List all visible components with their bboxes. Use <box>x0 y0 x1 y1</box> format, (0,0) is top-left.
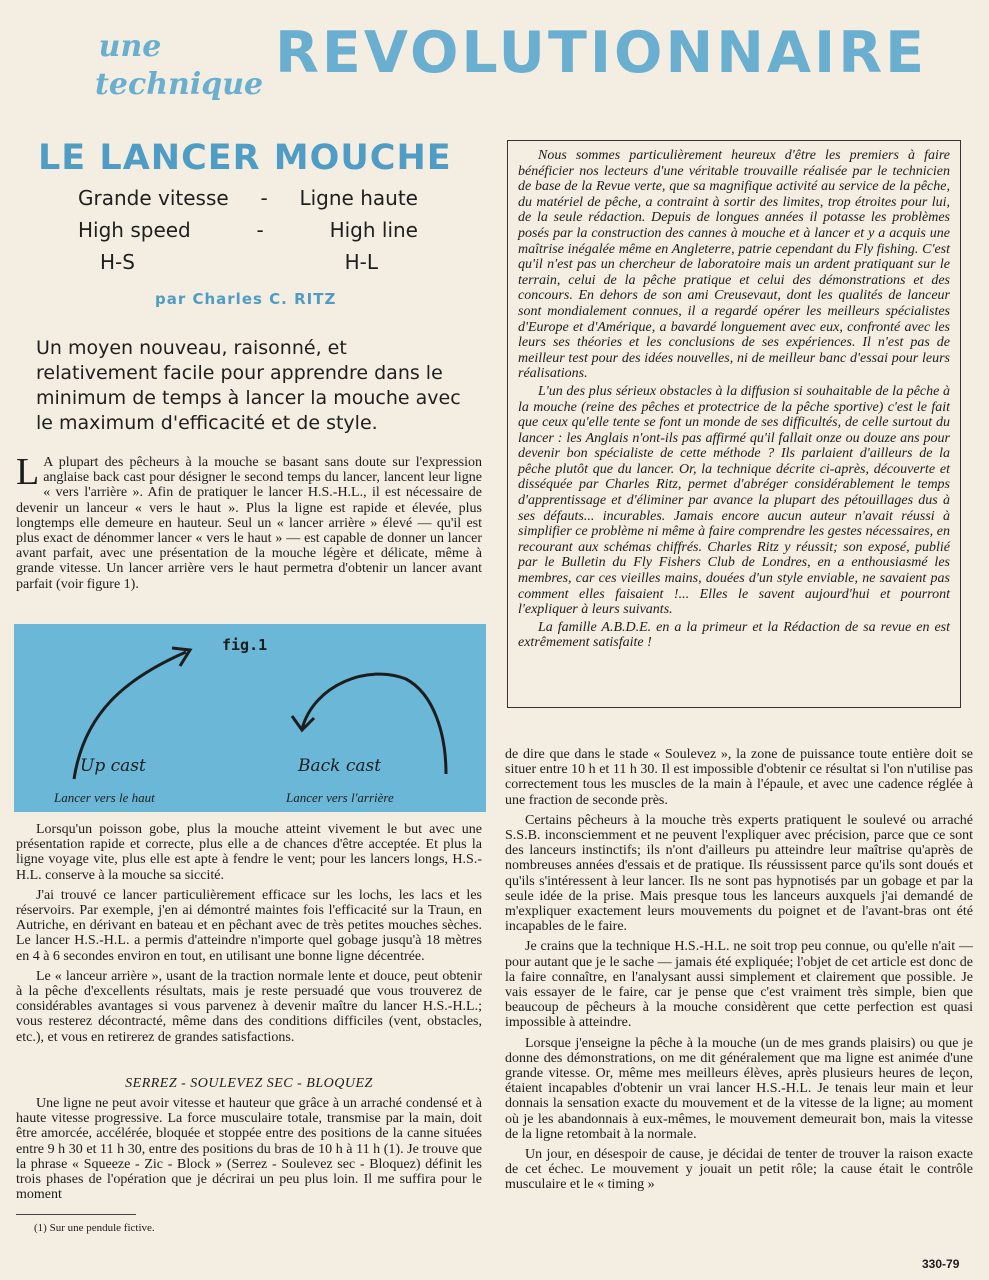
left-paragraph: Le « lanceur arrière », usant de la traction normale lente et douce, peut obtenir à la pêche d'excellents résultats, mais je reste persuadé que vous trouverez de considérables avantages si vous parvenez à devenir maître du lancer H.S.-H.L.; vous resterez décontracté, même dans des conditions difficiles (vent, obstacles, etc.), et vous en retirerez de grandes satisfactions. <box>16 968 482 1045</box>
footnote: (1) Sur une pendule fictive. <box>34 1222 155 1234</box>
byline: par Charles C. RITZ <box>155 290 337 308</box>
up-cast-caption: Lancer vers le haut <box>54 790 155 805</box>
main-title: REVOLUTIONNAIRE <box>275 20 928 86</box>
box-paragraph: Nous sommes particulièrement heureux d'être les premiers à faire bénéficier nos lecteurs d'une véritable trouvaille réalisée par le technicien de base de la Revue verte, que sa magnifique activité au service de la pêche, du matériel de pêche, a contraint à sortir des limites, trop étroites pour lui, de la seule rédaction. Depuis de longues années il potasse les problèmes posés par la construction des cannes à mouche et à lancer et y a acquis une maîtrise inégalée même en Angleterre, patrie cependant du Fly fishing. C'est qu'il n'est pas un chercheur de laboratoire mais un ardent pratiquant sur le terrain, celui de la pêche pratique et celui des démonstrations et des concours. En dehors de son ami Creusevaut, dont les qualités de lanceur sont mondialement connues, il a regardé opérer les meilleurs spécialistes d'Europe et d'Amérique, a bavardé longuement avec eux, confronté avec les leurs ses théories et les conclusions de ses expériences. Il n'est pas de meilleur test pour des idées nouvelles, ni de meilleur banc d'essai pour leurs réalisations. <box>518 148 950 382</box>
up-cast-label: Up cast <box>80 756 146 776</box>
left-paragraph: J'ai trouvé ce lancer particulièrement efficace sur les lochs, les lacs et les réservoirs. Par exemple, j'en ai démontré maintes fois l'efficacité sur la Traun, en Autriche, en dérivant en bateau et en pêchant avec de très petites mouches sèches. Le lancer H.S.-H.L. a permis d'atteindre n'importe quel gobage jusqu'à 18 mètres en 4 à 6 secondes environ en tout, en utilisant une bonne ligne décentrée. <box>16 887 482 964</box>
spec-left: H-S <box>100 250 135 274</box>
intro-paragraph <box>16 451 482 597</box>
right-column-body <box>505 747 973 1257</box>
spec-right: Ligne haute <box>299 186 418 210</box>
figure-1 <box>14 624 486 812</box>
spec-sep: - <box>256 218 264 242</box>
kicker-une: une <box>98 29 162 64</box>
spec-row-1 <box>78 182 418 214</box>
left-column-body <box>16 822 482 1050</box>
editorial-box <box>507 140 961 708</box>
spec-left: Grande vitesse <box>78 186 229 210</box>
spec-row-3 <box>78 246 418 278</box>
footnote-rule <box>16 1214 136 1215</box>
right-paragraph: Certains pêcheurs à la mouche très experts pratiquent le soulevé ou arraché S.S.B. inconsciemment et ne peuvent l'expliquer avec précision, parce que ce sont des lanceurs instinctifs; ils n'ont d'ailleurs pu atteindre leur maîtrise qu'après de nombreuses années d'essais et de pratique. Ils réussissent parce qu'ils sont doués et qu'ils s'intéressent à leur lancer. Ils ne sont pas hypnotisés par un gobage et par la seule idée de la prise. Mais presque tous les lanceurs auxquels j'ai demandé de m'expliquer exactement leurs mouvements du poignet et de l'avant-bras ont été incapables de le faire. <box>505 812 973 935</box>
right-paragraph: Je crains que la technique H.S.-H.L. ne soit trop peu connue, ou qu'elle n'ait — pour autant que je le sache — jamais été expliquée; l'objet de cet article est donc de la faire connaître, en l'analysant aussi simplement et clairement que possible. Je vais essayer de le faire, car je pense que c'est vraiment très simple, bien que beaucoup de pêcheurs à la mouche considèrent que cette perfection est quasi impossible à atteindre. <box>505 939 973 1031</box>
back-cast-label: Back cast <box>298 756 382 776</box>
back-cast-caption: Lancer vers l'arrière <box>286 790 394 805</box>
right-paragraph: de dire que dans le stade « Soulevez », la zone de puissance toute entière doit se situer entre 10 h et 11 h 30. Il est impossible d'obtenir ce résultat si l'on n'utilise pas correctement tous les muscles de la main à l'épaule, et avec une cadence réglée à une fraction de seconde près. <box>505 747 973 808</box>
section-body <box>16 1096 482 1207</box>
spec-left: High speed <box>78 218 191 242</box>
box-paragraph: La famille A.B.D.E. en a la primeur et la Rédaction de sa revue en est extrêmement satisfaite ! <box>518 619 950 651</box>
figure-label: fig.1 <box>222 636 268 654</box>
right-paragraph: Un jour, en désespoir de cause, je décidai de tenter de trouver la raison exacte de cet échec. Le mouvement y jouait un petit rôle; la cause était le contrôle musculaire et le « timing » <box>505 1147 973 1193</box>
section-heading: SERREZ - SOULEVEZ SEC - BLOQUEZ <box>125 1076 373 1091</box>
spec-right: High line <box>329 218 418 242</box>
section-paragraph: Une ligne ne peut avoir vitesse et hauteur que grâce à un arraché condensé et à haute vitesse progressive. La force musculaire totale, transmise par la main, doit être amorcée, accélérée, bloquée et stoppée entre des positions de la canne situées entre 9 h 30 et 11 h 30, entre des positions du bras de 10 h à 11 h (1). Je trouve que la phrase « Squeeze - Zic - Block » (Serrez - Soulevez sec - Bloquez) définit les trois phases de l'opération que je décrirai un peu plus loin. Il me suffira pour le moment <box>16 1096 482 1203</box>
spec-row-2 <box>78 214 418 246</box>
right-paragraph: Lorsque j'enseigne la pêche à la mouche (un de mes grands plaisirs) ou que je donne des démonstrations, on me dit généralement que ma ligne est animée d'une grande vitesse. Or, même mes meilleurs élèves, après plusieurs heures de leçon, étaient incapables d'obtenir un vrai lancer H.S.-H.L. Je tenais leur main et leur donnais la sensation exacte du mouvement et de la vitesse de la ligne; au moment où je les abandonnais à eux-mêmes, le mouvement demeurait bon, mais la vitesse de la ligne retombait à la normale. <box>505 1035 973 1142</box>
box-paragraph: L'un des plus sérieux obstacles à la diffusion si souhaitable de la pêche à la mouche (reine des pêches et protectrice de la pêche sportive) c'est le fait que ceux qu'elle tente se font un monde de ses difficultés, de celle surtout du lancer : les Anglais n'ont-ils pas affirmé qu'il fallait onze ou douze ans pour devenir bon spécialiste de cette méthode ? Ils parlaient d'ailleurs de la pêche plutôt que du lancer. Or, la technique décrite ci-après, découverte et disséquée par Charles Ritz, permet d'abréger considérablement le temps d'apprentissage et d'éliminer par avance la plupart des pétouillages dus à ses défauts... incurables. Jamais encore aucun auteur n'avait réussi à simplifier ce problème ni même à faire comprendre les gestes nécessaires, en recourant aux schémas chiffrés. Charles Ritz y réussit; son exposé, publié par le Bulletin du Fly Fishers Club de Londres, en a enthousiasmé les membres, car ces vieilles mains, douées d'un style enviable, ne savaient pas comment elles faisaient !... Elles le savent aujourd'hui et pourront l'expliquer à leurs suivants. <box>518 383 950 618</box>
spec-right: H-L <box>344 250 378 274</box>
dropcap: L <box>16 451 40 493</box>
page-number: 330-79 <box>922 1257 960 1271</box>
subtitle: LE LANCER MOUCHE <box>38 138 452 178</box>
lead-paragraph: Un moyen nouveau, raisonné, et relativement facile pour apprendre dans le minimum de temps à lancer la mouche avec le maximum d'efficacité et de style. <box>36 337 461 434</box>
spec-sep: - <box>260 186 268 210</box>
intro-text: A plupart des pêcheurs à la mouche se basant sans doute sur l'expression anglaise back cast pour désigner le second temps du lancer, lancent leur ligne « vers l'arrière ». Afin de pratiquer le lancer H.S.-H.L., il est nécessaire de devenir un lanceur « vers le haut ». Plus la ligne est rapide et élevée, plus longtemps elle demeure en hauteur. Seul un « lancer arrière » élevé — qu'il est plus exact de dénommer lancer « vers le haut » — est capable de donner un lancer avant parfait, avec une présentation de la mouche légère et délicate, même à grande vitesse. Un lancer arrière vers le haut permetra d'obtenir un lancer avant parfait (voir figure 1). <box>16 455 482 592</box>
cast-diagram <box>14 624 486 812</box>
kicker-technique: technique <box>95 67 264 102</box>
left-paragraph: Lorsqu'un poisson gobe, plus la mouche atteint vivement le but avec une présentation rapide et correcte, plus elle a de chances d'être acceptée. Et plus la ligne voyage vite, plus elle est apte à fendre le vent; pour les lancers longs, H.S.-H.L. conserve à la mouche sa siccité. <box>16 822 482 883</box>
spec-block <box>78 182 418 278</box>
